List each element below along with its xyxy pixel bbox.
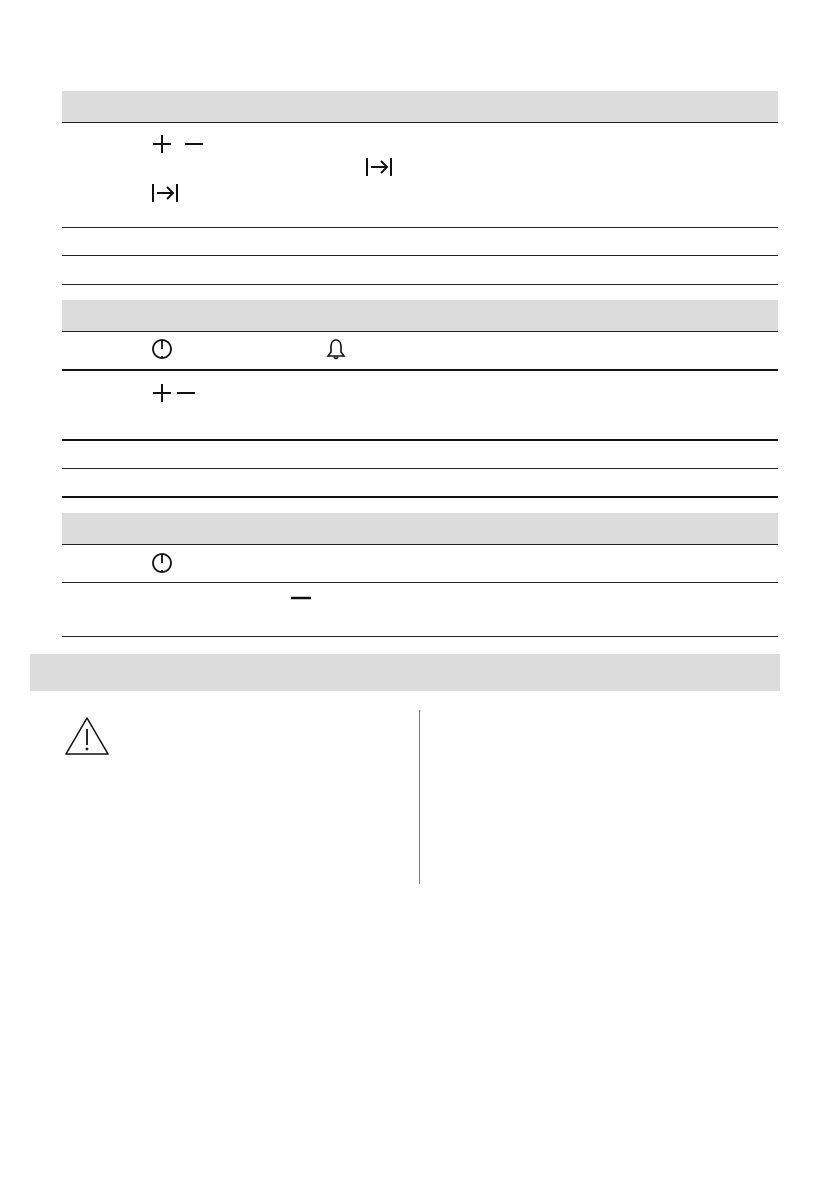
- row-divider: [62, 636, 778, 637]
- row-divider: [62, 255, 778, 256]
- section-2-header-rule: [62, 331, 778, 332]
- minus-icon: [175, 382, 197, 404]
- column-divider: [419, 710, 420, 884]
- section-3-header: [62, 513, 778, 544]
- row-divider: [62, 582, 778, 583]
- minus-icon: [289, 587, 313, 609]
- chapter-heading-band: [30, 654, 780, 691]
- timer-icon: [151, 552, 173, 574]
- row-divider: [62, 439, 778, 441]
- row-divider: [62, 496, 778, 498]
- row-divider: [62, 284, 778, 285]
- warning-triangle-icon: [64, 716, 110, 756]
- next-arrow-icon: [365, 156, 393, 178]
- plus-icon: [151, 382, 173, 404]
- timer-icon: [151, 338, 173, 360]
- row-divider: [62, 369, 778, 371]
- row-divider: [62, 468, 778, 469]
- minus-icon: [183, 133, 205, 155]
- section-2-header: [62, 300, 778, 331]
- section-1-header: [62, 91, 778, 122]
- section-1-header-rule: [62, 122, 778, 123]
- bell-icon: [325, 338, 347, 360]
- plus-icon: [151, 133, 173, 155]
- section-3-header-rule: [62, 544, 778, 545]
- next-arrow-icon: [151, 182, 179, 204]
- row-divider: [62, 227, 778, 228]
